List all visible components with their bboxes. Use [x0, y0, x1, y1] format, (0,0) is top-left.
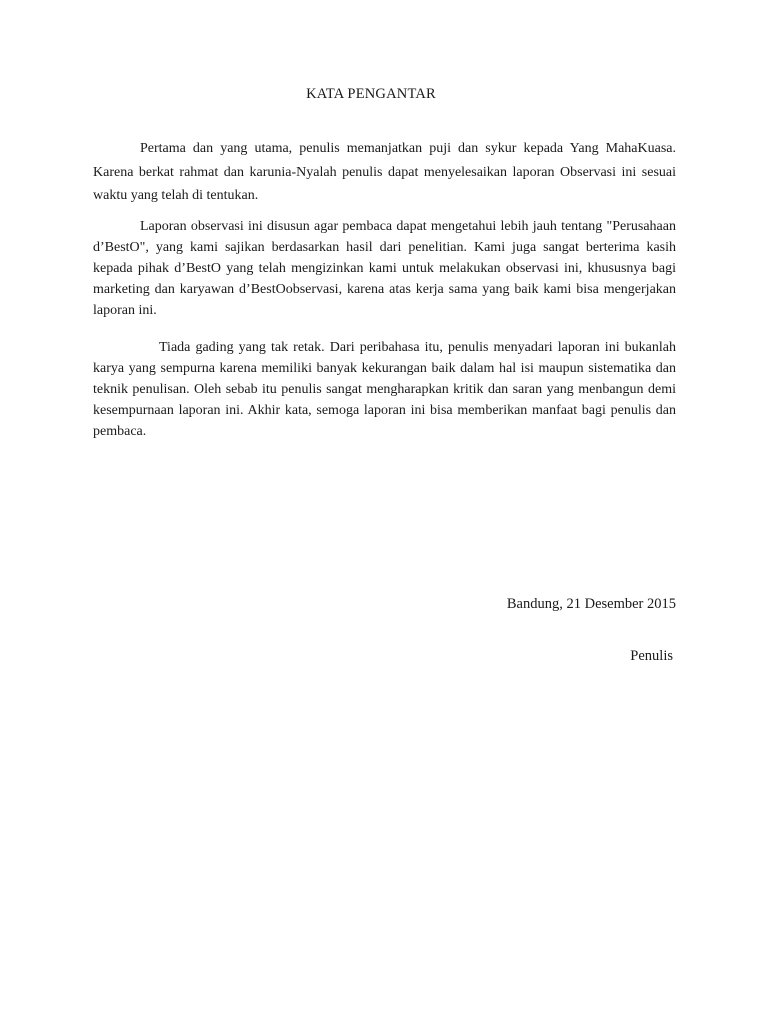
paragraph-purpose: Laporan observasi ini disusun agar pembaca dapat mengetahui lebih jauh tentang "Perusahaan d’BestO", yang kami sajikan berdasarkan hasil dari penelitian. Kami juga sangat berterima kasih kepada pihak d’BestO yang telah mengizinkan kami untuk melakukan observasi ini, khususnya bagi marketing dan karyawan d’BestOobservasi, karena atas kerja sama yang baik kami bisa mengerjakan laporan ini.: [93, 219, 676, 318]
paragraph-opening: Pertama dan yang utama, penulis memanjatkan puji dan sykur kepada Yang MahaKuasa. Karena berkat rahmat dan karunia-Nyalah penulis dapat menyelesaikan laporan Observasi ini sesuai waktu yang telah di tentukan.: [93, 141, 676, 203]
author-signature: Penulis: [630, 648, 673, 664]
place-date: Bandung, 21 Desember 2015: [506, 596, 676, 612]
page-title: KATA PENGANTAR: [306, 86, 436, 102]
paragraph-closing: Tiada gading yang tak retak. Dari peribahasa itu, penulis menyadari laporan ini bukanlah karya yang sempurna karena memiliki banyak kekurangan baik dalam hal isi maupun sistematika dan teknik penulisan. Oleh sebab itu penulis sangat mengharapkan kritik dan saran yang menbangun demi kesempurnaan laporan ini. Akhir kata, semoga laporan ini bisa memberikan manfaat bagi penulis dan pembaca.: [93, 340, 676, 439]
